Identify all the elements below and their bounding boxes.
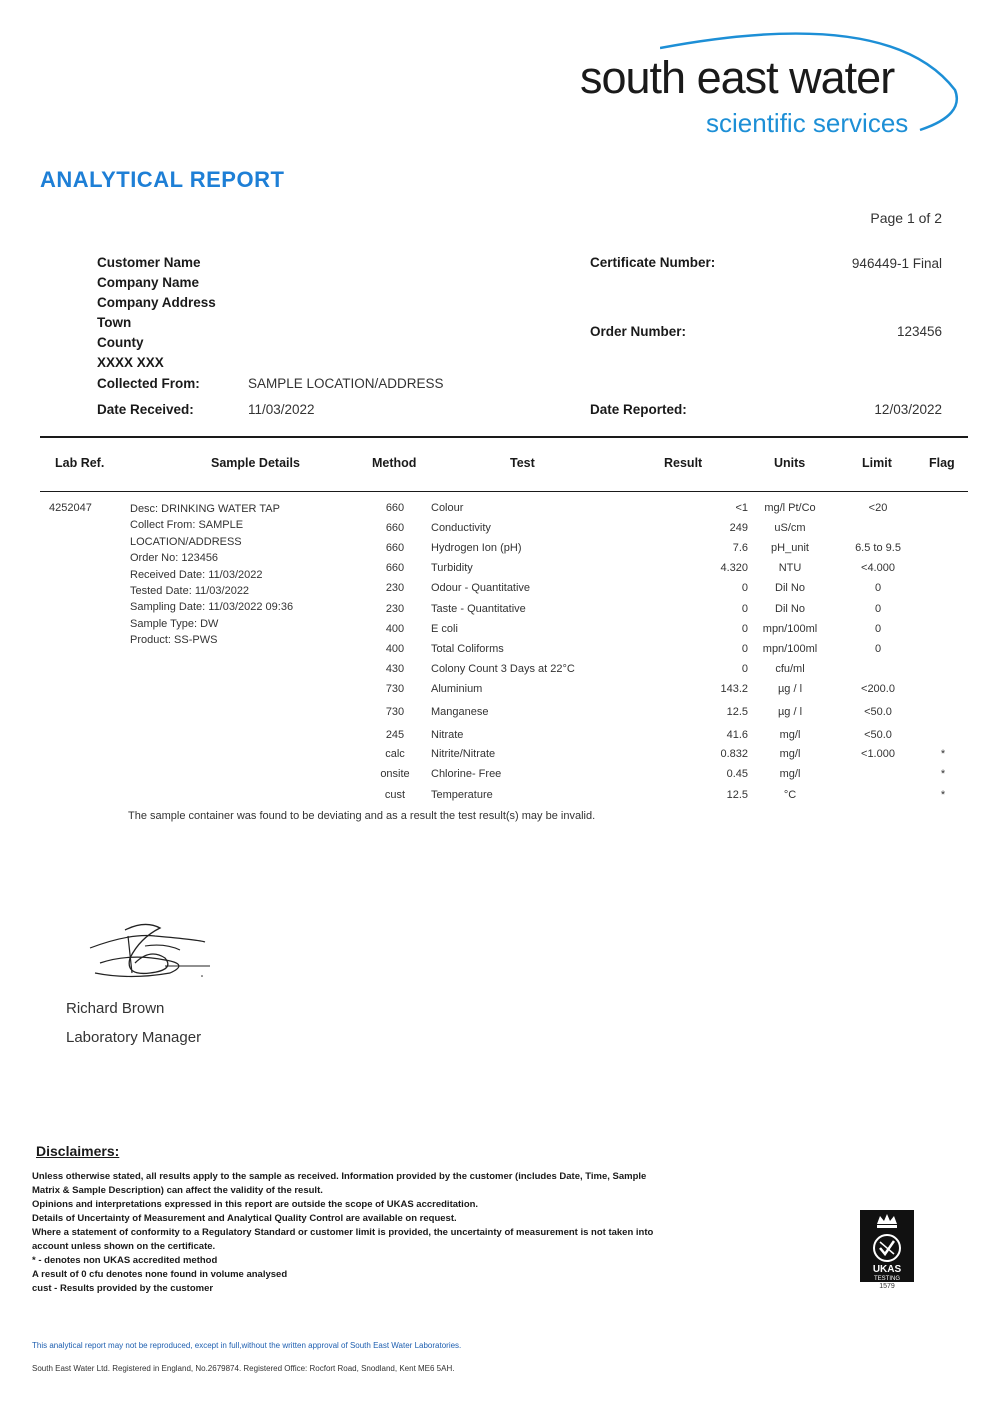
cell-units: mg/l Pt/Co (764, 502, 816, 514)
cell-test: Taste - Quantitative (431, 603, 526, 615)
cell-limit: <50.0 (864, 706, 892, 718)
cell-method: 730 (385, 683, 405, 695)
customer-postcode: XXXX XXX (97, 355, 164, 370)
cell-method: 660 (385, 542, 405, 554)
cell-units: pH_unit (771, 542, 809, 554)
cell-result: 249 (729, 522, 748, 534)
date-received-label: Date Received: (97, 402, 194, 417)
deviation-note: The sample container was found to be deviating and as a result the test result(s) may be invalid. (128, 810, 596, 822)
cell-result: 12.5 (726, 789, 748, 801)
cell-result: 7.6 (732, 542, 748, 554)
sample-detail-line: Sample Type: DW (130, 618, 219, 630)
certificate-number-value: 946449-1 Final (851, 256, 942, 271)
header-result: Result (664, 456, 703, 470)
registered-office: South East Water Ltd. Registered in England, No.2679874. Registered Office: Rocfort Road, Snodland, Kent ME6 5AH. (32, 1364, 455, 1373)
disclaimer-line: Matrix & Sample Description) can affect the validity of the result. (32, 1185, 323, 1196)
cell-limit: 0 (874, 603, 882, 615)
cell-limit: <20 (868, 502, 888, 514)
customer-name: Customer Name (97, 255, 201, 270)
cell-test: Colour (431, 502, 464, 514)
cell-test: E coli (431, 623, 458, 635)
cell-method: 660 (385, 502, 405, 514)
disclaimer-line: Opinions and interpretations expressed in this report are outside the scope of UKAS accreditation. (32, 1199, 479, 1210)
cell-result: 0 (741, 663, 748, 675)
cell-method: onsite (380, 768, 410, 780)
sample-detail-line: Received Date: 11/03/2022 (130, 569, 263, 581)
table-top-rule (40, 436, 968, 438)
cell-test: Chlorine- Free (431, 768, 502, 780)
cell-test: Temperature (431, 789, 493, 801)
cell-result: 41.6 (726, 729, 748, 741)
reproduction-notice: This analytical report may not be reproduced, except in full,without the written approval of South East Water Laboratories. (32, 1341, 462, 1350)
disclaimer-line: * - denotes non UKAS accredited method (32, 1255, 218, 1266)
company-address: Company Address (97, 295, 216, 310)
cell-method: 400 (385, 623, 405, 635)
cell-method: 245 (385, 729, 405, 741)
lab-ref-value: 4252047 (49, 502, 92, 514)
cell-test: Manganese (431, 706, 489, 718)
cell-units: NTU (778, 562, 802, 574)
signature (70, 918, 240, 983)
sample-detail-line: Collect From: SAMPLE (130, 519, 244, 531)
cell-result: 0 (741, 623, 748, 635)
sample-detail-line: Product: SS-PWS (130, 634, 218, 646)
signatory-role: Laboratory Manager (66, 1029, 202, 1046)
cell-flag: * (940, 748, 946, 760)
collected-from-label: Collected From: (97, 376, 200, 391)
cell-test: Total Coliforms (431, 643, 504, 655)
cell-units: cfu/ml (775, 663, 805, 675)
cell-limit: 0 (874, 582, 882, 594)
ukas-number: 1579 (879, 1283, 895, 1290)
cell-units: µg / l (777, 683, 803, 695)
cell-test: Odour - Quantitative (431, 582, 531, 594)
order-number-label: Order Number: (590, 324, 687, 339)
header-units: Units (774, 456, 806, 470)
certificate-number-label: Certificate Number: (590, 255, 716, 270)
signatory-name: Richard Brown (66, 1000, 165, 1017)
header-test: Test (510, 456, 535, 470)
cell-test: Hydrogen Ion (pH) (431, 542, 522, 554)
cell-method: 230 (385, 582, 405, 594)
cell-test: Conductivity (431, 522, 491, 534)
disclaimer-line: cust - Results provided by the customer (32, 1283, 214, 1294)
cell-method: calc (385, 748, 405, 760)
cell-flag: * (940, 768, 946, 780)
cell-flag: * (940, 789, 946, 801)
company-name: Company Name (97, 275, 200, 290)
cell-limit: <50.0 (864, 729, 892, 741)
cell-units: mg/l (779, 729, 801, 741)
cell-limit: <1.000 (861, 748, 895, 760)
date-reported-label: Date Reported: (590, 402, 687, 417)
date-received-value: 11/03/2022 (248, 402, 315, 417)
cell-method: 400 (385, 643, 405, 655)
cell-method: 430 (385, 663, 405, 675)
page-number: Page 1 of 2 (870, 210, 942, 226)
cell-method: 660 (385, 562, 405, 574)
cell-result: 143.2 (720, 683, 748, 695)
cell-units: Dil No (775, 582, 805, 594)
cell-limit: <200.0 (861, 683, 895, 695)
sample-detail-line: Tested Date: 11/03/2022 (130, 585, 250, 597)
sample-detail-line: Sampling Date: 11/03/2022 09:36 (130, 601, 294, 613)
cell-units: uS/cm (774, 522, 806, 534)
cell-test: Aluminium (431, 683, 483, 695)
cell-units: mg/l (779, 748, 801, 760)
header-method: Method (372, 456, 417, 470)
cell-test: Colony Count 3 Days at 22°C (431, 663, 575, 675)
cell-result: 0.832 (720, 748, 748, 760)
header-limit: Limit (862, 456, 892, 470)
cell-limit: 0 (874, 643, 882, 655)
report-title: ANALYTICAL REPORT (40, 167, 285, 192)
customer-town: Town (97, 315, 132, 330)
sample-detail-line: LOCATION/ADDRESS (130, 536, 242, 548)
cell-limit: 0 (874, 623, 882, 635)
ukas-text: UKAS (860, 1264, 914, 1275)
cell-units: mpn/100ml (762, 623, 818, 635)
order-number-value: 123456 (896, 324, 942, 339)
collected-from-value: SAMPLE LOCATION/ADDRESS (248, 376, 444, 391)
ukas-testing: TESTING (860, 1276, 914, 1282)
cell-limit: <4.000 (861, 562, 895, 574)
disclaimer-line: A result of 0 cfu denotes none found in volume analysed (32, 1269, 288, 1280)
disclaimers-title: Disclaimers: (36, 1143, 120, 1159)
header-lab-ref: Lab Ref. (55, 456, 105, 470)
cell-result: 0 (741, 643, 748, 655)
cell-method: 730 (385, 706, 405, 718)
cell-result: 0 (741, 603, 748, 615)
cell-result: 0.45 (726, 768, 748, 780)
header-sample-details: Sample Details (211, 456, 300, 470)
cell-method: 660 (385, 522, 405, 534)
cell-result: 0 (741, 582, 748, 594)
cell-method: cust (384, 789, 406, 801)
cell-test: Nitrite/Nitrate (431, 748, 496, 760)
table-header-rule (40, 491, 968, 492)
sample-detail-line: Order No: 123456 (130, 552, 219, 564)
disclaimer-line: Unless otherwise stated, all results apply to the sample as received. Information provided by the customer (includes Date, Time, Sample (32, 1171, 647, 1182)
cell-limit: 6.5 to 9.5 (855, 542, 901, 554)
logo-subtitle: scientific services (706, 108, 909, 138)
date-reported-value: 12/03/2022 (874, 402, 942, 417)
sample-detail-line: Desc: DRINKING WATER TAP (130, 503, 280, 515)
disclaimer-line: Details of Uncertainty of Measurement and Analytical Quality Control are available on request. (32, 1213, 457, 1224)
cell-units: °C (783, 789, 797, 801)
cell-units: mg/l (779, 768, 801, 780)
cell-test: Nitrate (431, 729, 464, 741)
customer-county: County (97, 335, 144, 350)
cell-test: Turbidity (431, 562, 473, 574)
cell-result: <1 (735, 502, 748, 514)
disclaimer-line: Where a statement of conformity to a Regulatory Standard or customer limit is provided, the uncertainty of measurement is not taken into (32, 1227, 654, 1238)
cell-units: Dil No (775, 603, 805, 615)
header-flag: Flag (929, 456, 955, 470)
cell-result: 12.5 (726, 706, 748, 718)
cell-units: mpn/100ml (762, 643, 818, 655)
cell-units: µg / l (777, 706, 803, 718)
logo-wordmark: south east water (580, 52, 895, 103)
disclaimer-line: account unless shown on the certificate. (32, 1241, 216, 1252)
cell-method: 230 (385, 603, 405, 615)
cell-result: 4.320 (720, 562, 748, 574)
